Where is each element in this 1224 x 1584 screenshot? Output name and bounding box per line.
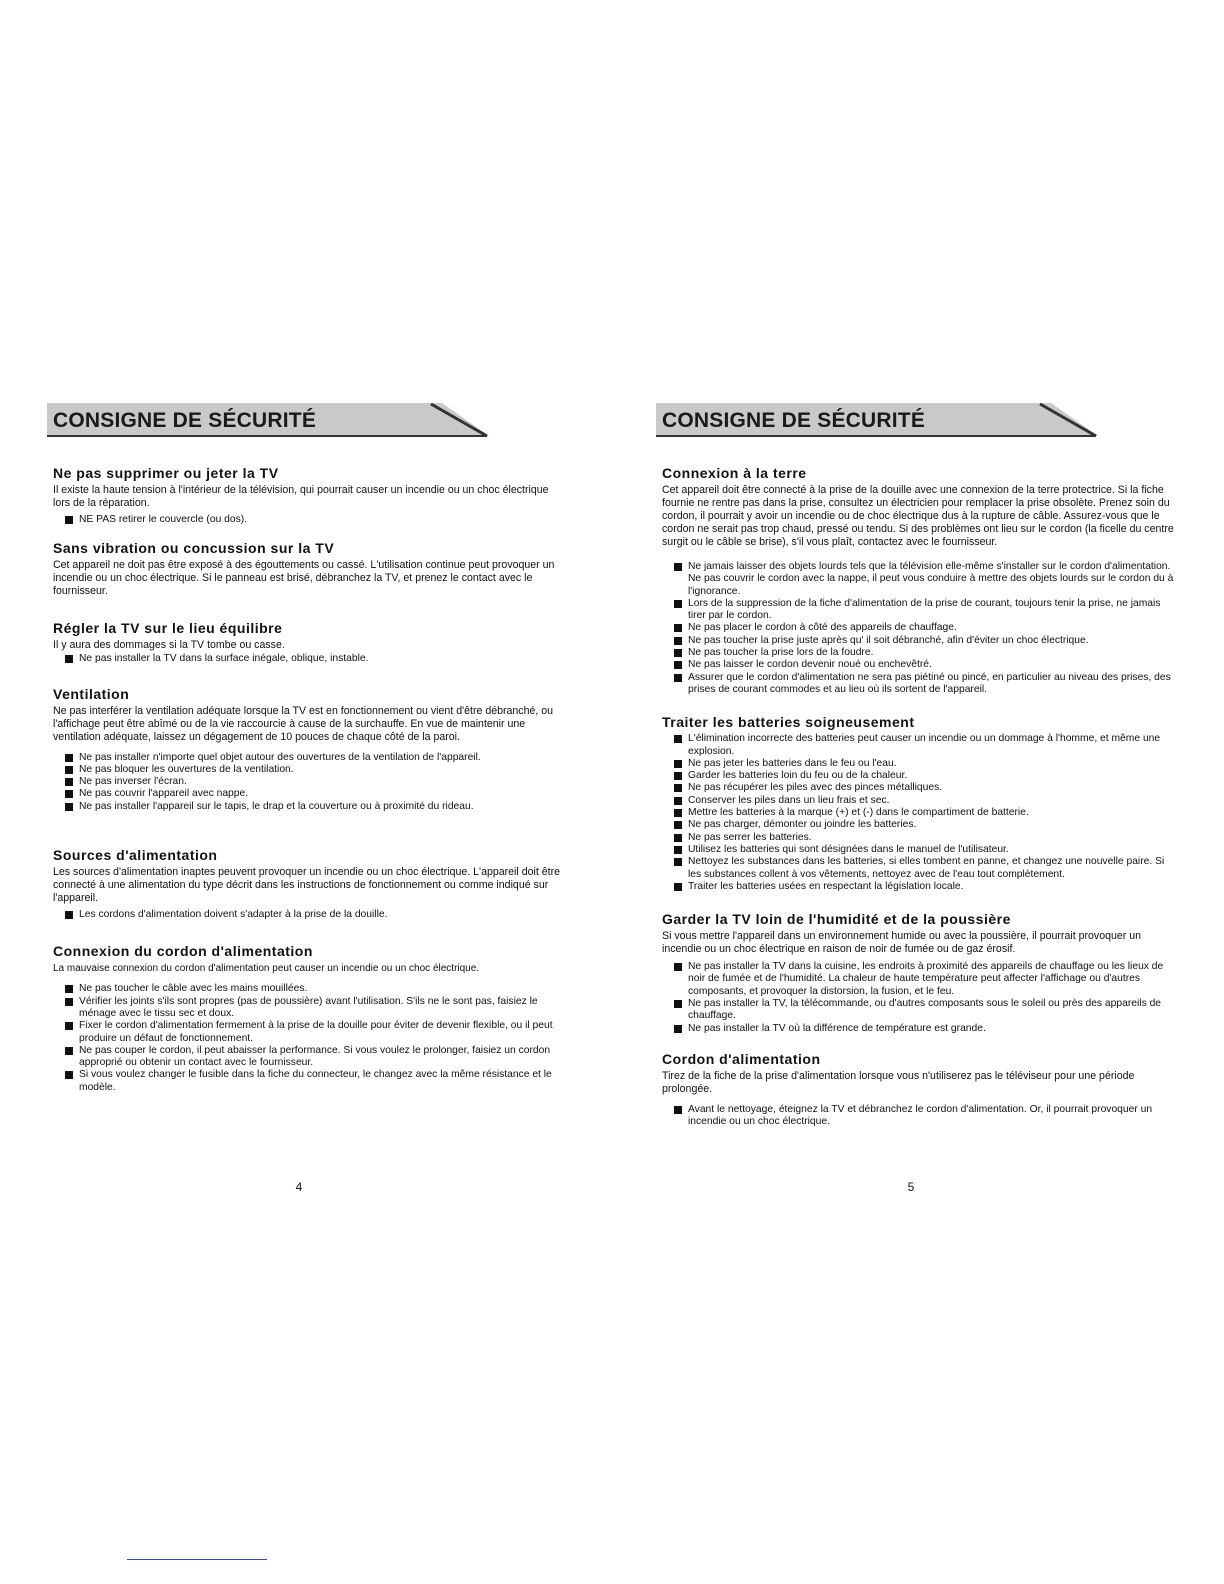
left-page: [47, 403, 567, 1094]
section-heading: Sans vibration ou concussion sur la TV: [53, 540, 335, 557]
list-item: Ne pas couper le cordon, il peut abaisser la performance. Si vous voulez le prolonger, faisiez un cordon approprié ou obtenir un contact avec le fournisseur.: [53, 1045, 567, 1070]
section-text: Ne pas interférer la ventilation adéquate lorsque la TV est en fonctionnement ou vient d'être débranché, ou l'affichage peut être abîmé ou de la vie raccourcie à cause de la surchauffe. En vue de maintenir une ventilation adéquate, laissez un dégagement de 10 pouces de chaque côté de la paroi.: [53, 704, 554, 743]
list-item: Garder les batteries loin du feu ou de la chaleur.: [662, 770, 1176, 782]
list-item: Traiter les batteries usées en respectant la législation locale.: [662, 881, 1176, 893]
list-item: Ne pas récupérer les piles avec des pinces métalliques.: [662, 782, 1176, 794]
list-item: Ne pas toucher la prise juste après qu' il soit débranché, afin d'éviter un choc électrique.: [662, 635, 1176, 647]
list-item: Nettoyez les substances dans les batteries, si elles tombent en panne, et changez une nouvelle paire. Si les substances collent à vos vêtements, nettoyez avec de l'eau tout complètement.: [662, 856, 1176, 881]
section-heading: Ventilation: [53, 685, 130, 702]
section-header-banner: [47, 403, 567, 439]
page-title: CONSIGNE DE SÉCURITÉ: [662, 409, 926, 432]
section-heading: Connexion à la terre: [662, 465, 807, 481]
section-humidite-poussiere: [662, 911, 1176, 1035]
section-heading: Cordon d'alimentation: [662, 1050, 821, 1067]
section-heading: Garder la TV loin de l'humidité et de la poussière: [662, 911, 1011, 928]
list-item: Ne pas jeter les batteries dans le feu ou l'eau.: [662, 758, 1176, 770]
list-item: Lors de la suppression de la fiche d'alimentation de la prise de courant, toujours tenir la prise, ne jamais tirer par le cordon.: [662, 598, 1176, 623]
list-item: Ne pas serrer les batteries.: [662, 832, 1176, 844]
list-item: Les cordons d'alimentation doivent s'adapter à la prise de la douille.: [53, 909, 567, 921]
section-batteries: [662, 714, 1176, 893]
list-item: Mettre les batteries à la marque (+) et (-) dans le compartiment de batterie.: [662, 807, 1176, 819]
list-item: Ne pas installer la TV où la différence de température est grande.: [662, 1023, 1176, 1035]
section-text: Cet appareil ne doit pas être exposé à des égouttements ou cassé. L'utilisation continue peut provoquer un incendie ou un choc électrique. Si le panneau est brisé, débranchez la TV, et prenez le contact avec le fournisseur.: [53, 559, 555, 598]
section-ventilation: [53, 686, 567, 813]
section-heading: Régler la TV sur le lieu équilibre: [53, 620, 283, 637]
bullet-list: [662, 1104, 1176, 1129]
bullet-list: [53, 983, 567, 1094]
list-item: Utilisez les batteries qui sont désignées dans le manuel de l'utilisateur.: [662, 844, 1176, 856]
section-heading: Traiter les batteries soigneusement: [662, 714, 915, 731]
list-item: Ne pas installer la TV dans la surface inégale, oblique, instable.: [53, 653, 567, 665]
page-number-right: 5: [907, 1180, 915, 1194]
section-text: Les sources d'alimentation inaptes peuvent provoquer un incendie ou un choc électrique. L'appareil doit être connecté à une alimentation du type décrit dans les instructions de fonctionnement ou comme indiqué sur l'appareil.: [53, 866, 560, 905]
page-title: CONSIGNE DE SÉCURITÉ: [53, 409, 317, 432]
bullet-list: [53, 752, 567, 813]
list-item: Fixer le cordon d'alimentation fermement à la prise de la douille pour éviter de devenir flexible, ou il peut produire un défaut de fonctionnement.: [53, 1020, 567, 1045]
section-text: Cet appareil doit être connecté à la prise de la douille avec une connexion de la terre protectrice. Si la fiche fournie ne rentre pas dans la prise, consultez un électricien pour remplacer la prise obsolète. Prenez soin du cordon, il pourrait y avoir un incendie ou de choc électrique dus à la rupture de câble. Assurez-vous que le cordon ne serait pas trop chaud, pressé ou tendu. Si des problèmes ont lieu sur le cordon (la ficelle du centre surgit ou le câble se brise), s'il vous plaît, contactez avec le fournisseur.: [662, 484, 1174, 548]
section-header-banner: [656, 403, 1176, 439]
list-item: Vérifier les joints s'ils sont propres (pas de poussière) avant l'utilisation. S'ils ne le sont pas, faisiez le ménage avec le tissu sec et doux.: [53, 996, 567, 1021]
list-item: Conserver les piles dans un lieu frais et sec.: [662, 795, 1176, 807]
section-cordon-alimentation: [662, 1051, 1176, 1129]
list-item: Ne pas inverser l'écran.: [53, 776, 567, 788]
list-item: Ne pas installer n'importe quel objet autour des ouvertures de la ventilation de l'appareil.: [53, 752, 567, 764]
bullet-list: [53, 514, 567, 526]
right-page: [656, 403, 1176, 1129]
bullet-list: [53, 909, 567, 921]
footer-divider-line: [127, 1559, 267, 1560]
bullet-list: [662, 733, 1176, 893]
section-connexion-terre: [662, 465, 1176, 696]
list-item: Ne pas installer l'appareil sur le tapis, le drap et la couverture ou à proximité du rideau.: [53, 801, 567, 813]
list-item: Ne jamais laisser des objets lourds tels que la télévision elle-même s'installer sur le cordon d'alimentation. Ne pas couvrir le cordon avec la nappe, il peut vous conduire à mettre des objets lourds sur le cordon du à l'ignorance.: [662, 561, 1176, 598]
section-heading: Sources d'alimentation: [53, 847, 218, 864]
list-item: Ne pas laisser le cordon devenir noué ou enchevêtré.: [662, 659, 1176, 671]
section-ne-pas-supprimer: [53, 465, 567, 526]
section-heading: Ne pas supprimer ou jeter la TV: [53, 465, 279, 481]
list-item: Ne pas installer la TV, la télécommande, ou d'autres composants sous le soleil ou près des appareils de chauffage.: [662, 998, 1176, 1023]
list-item: Ne pas toucher la prise lors de la foudre.: [662, 647, 1176, 659]
section-connexion-cordon: [53, 943, 567, 1094]
section-text: Tirez de la fiche de la prise d'alimentation lorsque vous n'utiliserez pas le téléviseur pour une période prolongée.: [662, 1069, 1135, 1095]
list-item: Ne pas charger, démonter ou joindre les batteries.: [662, 819, 1176, 831]
list-item: Si vous voulez changer le fusible dans la fiche du connecteur, le changez avec la même résistance et le modèle.: [53, 1069, 567, 1094]
list-item: Avant le nettoyage, éteignez la TV et débranchez le cordon d'alimentation. Or, il pourrait provoquer un incendie ou un choc électrique.: [662, 1104, 1176, 1129]
bullet-list: [662, 961, 1176, 1035]
section-text: Il existe la haute tension à l'intérieur de la télévision, qui pourrait causer un incendie ou un choc électrique lors de la réparation.: [53, 484, 549, 509]
section-text: Si vous mettre l'appareil dans un environnement humide ou avec la poussière, il pourrait provoquer un incendie ou un choc électrique en raison de noir de fumée ou de gaz érosif.: [662, 930, 1142, 956]
list-item: Ne pas couvrir l'appareil avec nappe.: [53, 788, 567, 800]
section-sources-alimentation: [53, 847, 567, 921]
section-text: Il y aura des dommages si la TV tombe ou casse.: [53, 639, 285, 652]
list-item: Ne pas installer la TV dans la cuisine, les endroits à proximité des appareils de chauffage ou les lieux de noir de fumée et de l'humidité. La chaleur de haute température peut affecter l'affichage ou d'autres composants, et provoquer la distorsion, la fusion, et le feu.: [662, 961, 1176, 998]
page-number-left: 4: [295, 1180, 303, 1194]
bullet-list: [662, 561, 1176, 696]
list-item: Ne pas placer le cordon à côté des appareils de chauffage.: [662, 622, 1176, 634]
list-item: Assurer que le cordon d'alimentation ne sera pas piétiné ou pincé, en particulier au niveau des prises, des prises de courant commodes et au lieu où ils sortent de l'appareil.: [662, 672, 1176, 697]
list-item: L'élimination incorrecte des batteries peut causer un incendie ou un dommage à l'homme, et même une explosion.: [662, 733, 1176, 758]
list-item: NE PAS retirer le couvercle (ou dos).: [53, 514, 567, 526]
section-heading: Connexion du cordon d'alimentation: [53, 943, 313, 960]
list-item: Ne pas bloquer les ouvertures de la ventilation.: [53, 764, 567, 776]
section-text: La mauvaise connexion du cordon d'alimentation peut causer un incendie ou un choc électrique.: [53, 963, 480, 975]
list-item: Ne pas toucher le câble avec les mains mouillées.: [53, 983, 567, 995]
section-regler-tv: [53, 620, 567, 665]
bullet-list: [53, 653, 567, 665]
section-sans-vibration: [53, 540, 567, 598]
